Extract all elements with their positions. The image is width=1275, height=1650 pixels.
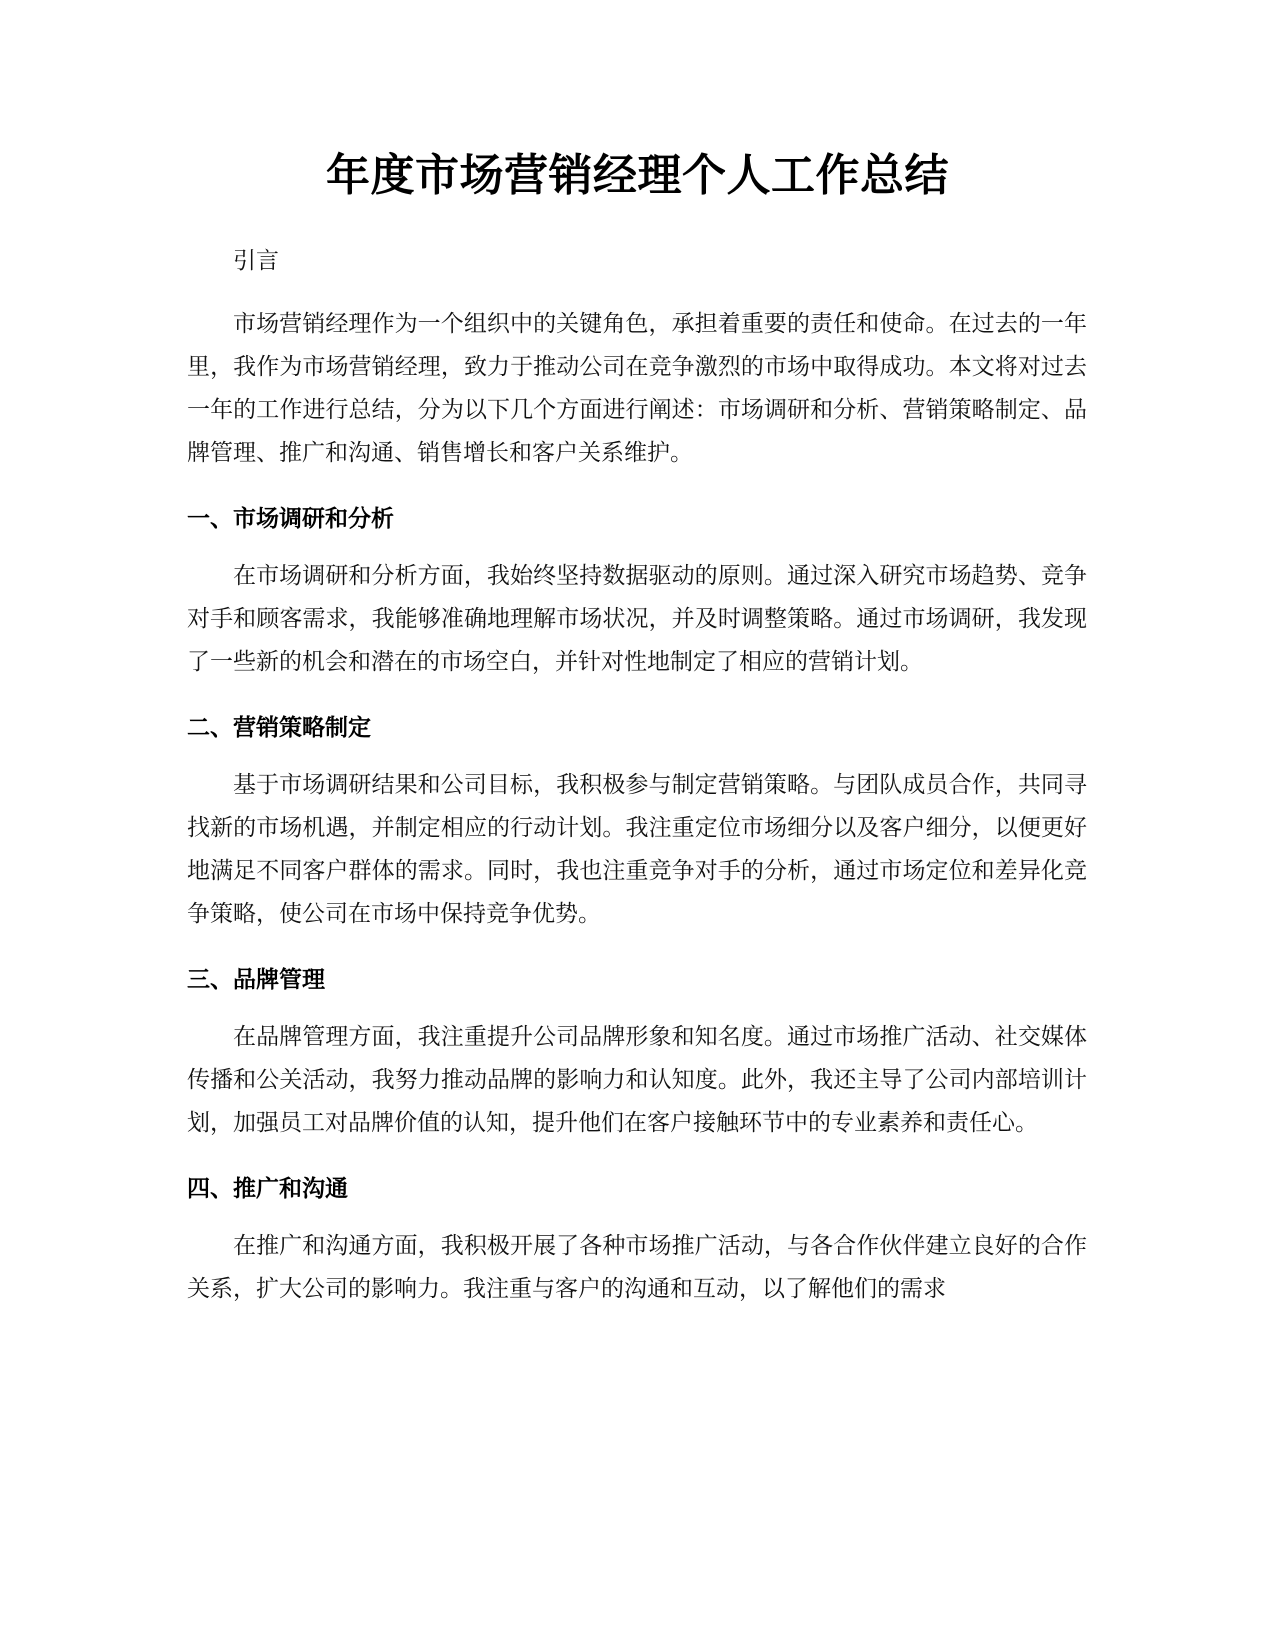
section-market-research bbox=[187, 501, 1087, 684]
section-paragraph: 基于市场调研结果和公司目标，我积极参与制定营销策略。与团队成员合作，共同寻找新的市场机遇，并制定相应的行动计划。我注重定位市场细分以及客户细分，以便更好地满足不同客户群体的需求。同时，我也注重竞争对手的分析，通过市场定位和差异化竞争策略，使公司在市场中保持竞争优势。 bbox=[187, 772, 1087, 927]
section-paragraph: 在市场调研和分析方面，我始终坚持数据驱动的原则。通过深入研究市场趋势、竞争对手和顾客需求，我能够准确地理解市场状况，并及时调整策略。通过市场调研，我发现了一些新的机会和潜在的市场空白，并针对性地制定了相应的营销计划。 bbox=[187, 563, 1087, 675]
section-marketing-strategy bbox=[187, 710, 1087, 936]
intro-paragraph: 市场营销经理作为一个组织中的关键角色，承担着重要的责任和使命。在过去的一年里，我作为市场营销经理，致力于推动公司在竞争激烈的市场中取得成功。本文将对过去一年的工作进行总结，分为以下几个方面进行阐述：市场调研和分析、营销策略制定、品牌管理、推广和沟通、销售增长和客户关系维护。 bbox=[187, 311, 1087, 466]
section-heading: 二、营销策略制定 bbox=[187, 715, 371, 741]
section-brand-management bbox=[187, 962, 1087, 1145]
document-title: 年度市场营销经理个人工作总结 bbox=[326, 150, 949, 201]
section-heading: 一、市场调研和分析 bbox=[187, 506, 394, 532]
document-body bbox=[187, 240, 1087, 1311]
section-promotion-communication bbox=[187, 1171, 1087, 1311]
section-paragraph: 在推广和沟通方面，我积极开展了各种市场推广活动，与各合作伙伴建立良好的合作关系，扩大公司的影响力。我注重与客户的沟通和互动，以了解他们的需求 bbox=[187, 1233, 1087, 1302]
section-heading: 四、推广和沟通 bbox=[187, 1176, 348, 1202]
section-heading: 三、品牌管理 bbox=[187, 967, 325, 993]
section-paragraph: 在品牌管理方面，我注重提升公司品牌形象和知名度。通过市场推广活动、社交媒体传播和公关活动，我努力推动品牌的影响力和认知度。此外，我还主导了公司内部培训计划，加强员工对品牌价值的认知，提升他们在客户接触环节中的专业素养和责任心。 bbox=[187, 1024, 1087, 1136]
intro-label: 引言 bbox=[233, 248, 279, 274]
